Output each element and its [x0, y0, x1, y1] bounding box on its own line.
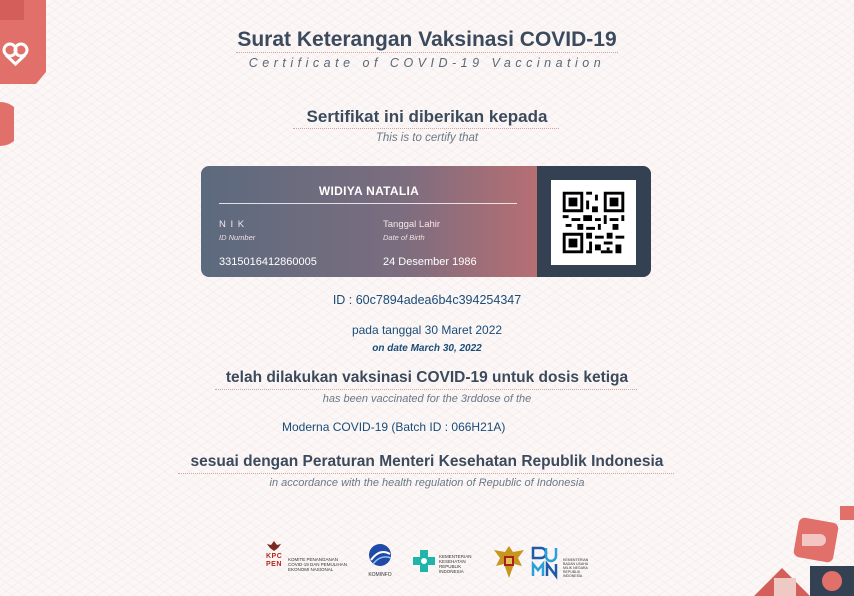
regulation-statement-en: in accordance with the health regulation of Republic of Indonesia	[269, 477, 585, 489]
name-divider	[219, 203, 517, 204]
vaccination-date: pada tanggal 30 Maret 2022	[351, 323, 503, 337]
nik-label-en: ID Number	[219, 233, 256, 242]
qr-panel	[537, 166, 651, 277]
certificate-title: Surat Keterangan Vaksinasi COVID-19	[237, 28, 617, 51]
garuda-pancasila-icon	[492, 544, 526, 580]
regulation-statement: sesuai dengan Peraturan Menteri Kesehatan Republik Indonesia	[190, 453, 664, 470]
holder-name: WIDIYA NATALIA	[318, 184, 420, 198]
dob-value: 24 Desember 1986	[383, 256, 477, 268]
corner-decoration-bottom-right	[754, 506, 854, 596]
certificate-title-en: Certificate of COVID-19 Vaccination	[248, 56, 606, 70]
kominfo-emblem-icon	[367, 542, 393, 570]
kpcpen-text: KOMITE PENANGANAN COVID-19 DAN PEMULIHAN EKONOMI NASIONAL	[288, 557, 348, 572]
given-to-heading: Sertifikat ini diberikan kepada	[306, 107, 548, 126]
kpcpen-mark: KPC PEN	[266, 553, 283, 568]
nik-value: 3315016412860005	[219, 256, 317, 268]
garuda-small-icon	[266, 540, 282, 552]
kemenkes-text: KEMENTERIAN KESEHATAN REPUBLIK INDONESIA	[439, 554, 472, 574]
kominfo-logo	[362, 542, 398, 582]
kemenkes-logo	[412, 546, 478, 578]
nik-label: N I K	[219, 219, 246, 230]
vaccination-divider	[215, 389, 637, 390]
vaccination-statement-en: has been vaccinated for the 3rddose of the	[322, 393, 532, 405]
bumn-logo	[530, 544, 590, 580]
qr-code-icon	[551, 180, 636, 265]
identity-card	[201, 166, 651, 277]
given-to-heading-en: This is to certify that	[375, 132, 479, 144]
kominfo-text: KOMINFO	[368, 572, 392, 578]
kemenkes-emblem-icon	[412, 548, 436, 574]
given-to-divider	[293, 128, 559, 129]
dob-label-en: Date of Birth	[383, 233, 425, 242]
vaccine-name: Moderna COVID-19 (Batch ID : 066H21A)	[282, 420, 506, 434]
kpcpen-logo	[266, 540, 356, 580]
vaccination-statement: telah dilakukan vaksinasi COVID-19 untuk dosis ketiga	[225, 369, 629, 386]
title-divider	[236, 52, 618, 53]
bumn-emblem-icon	[530, 544, 560, 580]
regulation-divider	[178, 473, 674, 474]
dob-label: Tanggal Lahir	[383, 219, 441, 230]
certificate-id: ID : 60c7894adea6b4c394254347	[332, 293, 522, 307]
bumn-text: KEMENTERIAN BADAN USAHA MILIK NEGARA REPUBLIK INDONESIA	[563, 558, 589, 578]
vaccination-date-en: on date March 30, 2022	[372, 343, 482, 354]
